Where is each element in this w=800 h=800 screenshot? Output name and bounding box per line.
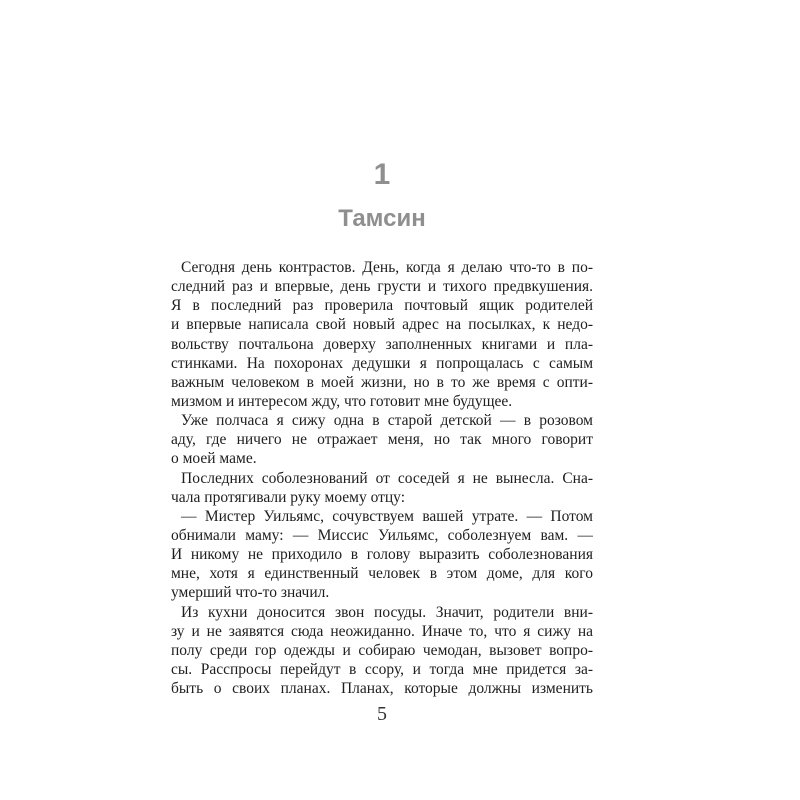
text-line: стинками. На похоронах дедушки я попрощалась с самым	[171, 354, 593, 372]
text-line: аду, где ничего не отражает меня, но так много говорит	[171, 431, 593, 449]
text-line: чала протягивали руку моему отцу:	[171, 488, 406, 506]
text-line: умерший что-то значил.	[171, 584, 330, 602]
text-line: быть о своих планах. Планах, которые должны изменить	[171, 680, 593, 698]
text-line: важным человеком в моей жизни, но в то же время с опти-	[171, 373, 593, 391]
text-line: — Мистер Уильямс, сочувствуем вашей утрате. — Потом	[181, 507, 593, 525]
text-line: зу и не заявятся сюда неожиданно. Иначе то, что я сижу на	[171, 622, 593, 640]
text-line: мизмом и интересом жду, что готовит мне будущее.	[171, 392, 513, 410]
text-line: вольству почтальона доверху заполненных книгами и пла-	[171, 335, 593, 353]
chapter-title: Тамсин	[338, 205, 426, 232]
text-line: о моей маме.	[171, 450, 257, 468]
text-line: мне, хотя я единственный человек в этом доме, для кого	[171, 565, 593, 583]
text-line: Уже полчаса я сижу одна в старой детской — в розовом	[181, 412, 593, 430]
text-line: Последних соболезнований от соседей я не вынесла. Сна-	[181, 469, 593, 487]
page-number: 5	[377, 703, 387, 725]
text-line: И никому не приходило в голову выразить соболезнования	[171, 546, 593, 564]
text-line: полу среди гор одежды и собираю чемодан, вызовет вопро-	[171, 641, 593, 659]
text-line: сы. Расспросы перейдут в ссору, и тогда мне придется за-	[171, 660, 593, 678]
text-line: следний раз и впервые, день грусти и тихого предвкушения.	[171, 278, 593, 296]
text-line: обнимали маму: — Миссис Уильямс, соболезнуем вам. —	[171, 526, 593, 544]
text-line: Сегодня день контрастов. День, когда я делаю что-то в по-	[181, 259, 593, 276]
chapter-number: 1	[373, 158, 391, 191]
text-line: Из кухни доносится звон посуды. Значит, родители вни-	[181, 603, 593, 621]
text-line: Я в последний раз проверила почтовый ящик родителей	[171, 297, 593, 315]
body-text	[171, 258, 593, 698]
text-line: и впервые написала свой новый адрес на посылках, к недо-	[171, 316, 593, 334]
